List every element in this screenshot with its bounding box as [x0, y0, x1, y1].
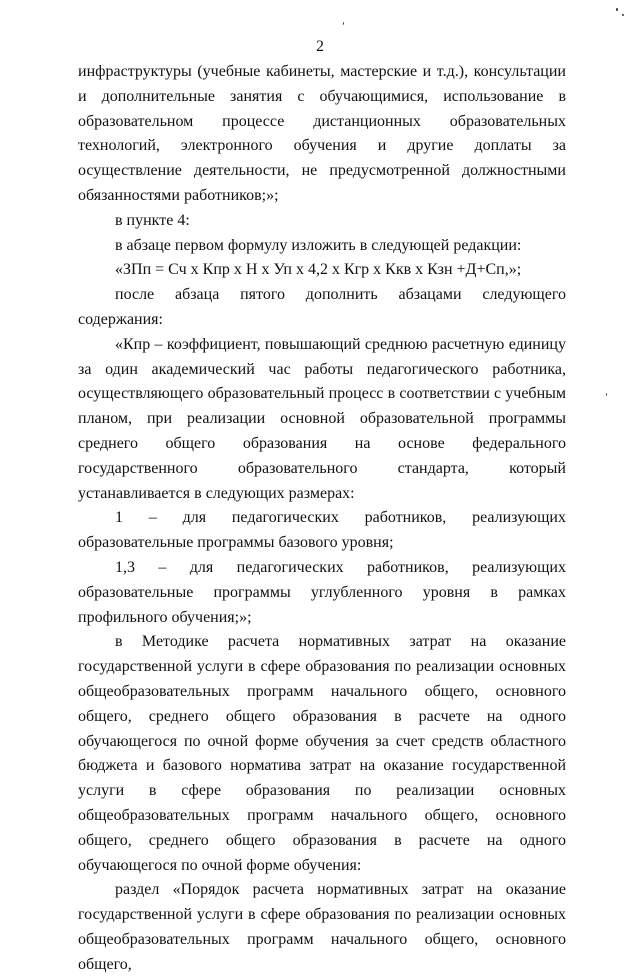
paragraph: 1 – для педагогических работников, реализующих образовательные программы базового уровня; — [78, 509, 566, 552]
scan-speck — [343, 22, 344, 25]
paragraph: 1,3 – для педагогических работников, реализующих образовательные программы углубленного уровня в рамках профильного обучения;»; — [78, 558, 566, 626]
paragraph: после абзаца пятого дополнить абзацами следующего содержания: — [78, 286, 566, 328]
scan-speck — [606, 393, 607, 396]
paragraph: «Кпр – коэффициент, повышающий среднюю расчетную единицу за один академический час работы педагогического работника, осуществляющего образовательный процесс в соответствии с учебным планом, при реализации основной образовательной программы среднего общего образования на основе федерального государственного образовательного стандарта, который устанавливается в следующих размерах: — [78, 335, 566, 502]
scan-speck — [622, 14, 624, 16]
paragraph: инфраструктуры (учебные кабинеты, мастерские и т.д.), консультации и дополнительные занятия с обучающимися, использование в образовательном процессе дистанционных образовательных технологий, электронного обучения и другие доплаты за осуществление деятельности, не предусмотренной должностными обязанностями работников;»; — [78, 63, 566, 204]
paragraph: в Методике расчета нормативных затрат на оказание государственной услуги в сфере образования по реализации основных общеобразовательных программ начального общего, основного общего, среднего общего образования в расчете на одного обучающегося по очной форме обучения за счет средств областного бюджета и базового норматива затрат на оказание государственной услуги в сфере образования по реализации основных общеобразовательных программ начального общего, основного общего, среднего общего образования в расчете на одного обучающегося по очной форме обучения: — [78, 633, 566, 874]
page-number: 2 — [316, 38, 324, 55]
document-body — [78, 60, 566, 977]
paragraph: раздел «Порядок расчета нормативных затрат на оказание государственной услуги в сфере образования по реализации основных общеобразовательных программ начального общего, основного общего, — [78, 881, 566, 973]
paragraph: в пункте 4: — [115, 211, 190, 229]
scan-speck — [616, 8, 618, 11]
formula: «ЗПп = Сч х Кпр х Н х Уп х 4,2 х Кгр х Ккв х Кзн +Д+Сп,»; — [115, 261, 522, 279]
paragraph: в абзаце первом формулу изложить в следующей редакции: — [115, 236, 522, 254]
